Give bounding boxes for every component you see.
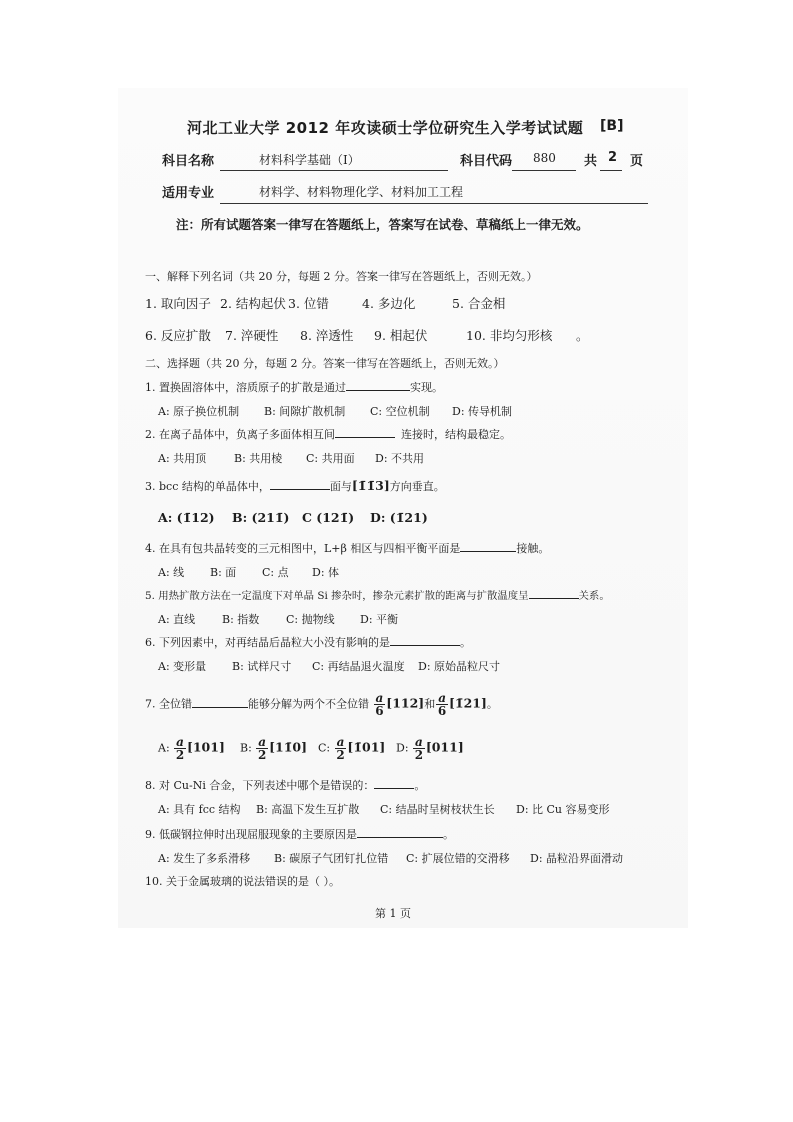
section1-heading: 一、解释下列名词（共 20 分，每题 2 分。答案一律写在答题纸上，否则无效。） xyxy=(145,270,538,283)
term-1: 1. 取向因子 xyxy=(145,296,211,311)
q5-option-a: A: 直线 xyxy=(158,613,196,626)
q5-blank xyxy=(529,588,579,599)
section2-heading: 二、选择题（共 20 分，每题 2 分。答案一律写在答题纸上，否则无效。） xyxy=(145,357,505,370)
q2-option-b: B: 共用棱 xyxy=(234,452,283,465)
page-number: 第 1 页 xyxy=(375,907,411,920)
q6-option-b: B: 试样尺寸 xyxy=(232,660,292,673)
pages-underline xyxy=(600,170,622,171)
code-underline xyxy=(512,170,576,171)
q7-option-b: B: $\frac{a}{2}$ [11̄0] xyxy=(240,735,307,762)
q6-blank xyxy=(390,635,460,646)
q8-blank xyxy=(374,778,414,789)
q8-stem: 8. 对 Cu-Ni 合金，下列表述中哪个是错误的： 。 xyxy=(145,779,426,792)
q3-option-a: A: (1̄12) xyxy=(158,510,215,525)
q1-option-c: C: 空位机制 xyxy=(370,405,430,418)
q3-option-b: B: (211̄) xyxy=(232,510,290,525)
q10-stem: 10. 关于金属玻璃的说法错误的是（ ）。 xyxy=(145,875,340,888)
q4-option-c: C: 点 xyxy=(262,566,289,579)
q4-option-a: A: 线 xyxy=(158,566,185,579)
q5-stem: 5. 用热扩散方法在一定温度下对单晶 Si 掺杂时，掺杂元素扩散的距离与扩散温度呈 关系。 xyxy=(145,590,610,602)
term-10: 10. 非均匀形核 xyxy=(466,328,553,343)
q3-stem: 3. bcc 结构的单晶体中， 面与[1̄1̄3]方向垂直。 xyxy=(145,478,445,493)
q8-option-c: C: 结晶时呈树枝状生长 xyxy=(380,803,495,816)
q3-option-d: D: (1̄21) xyxy=(370,510,428,525)
q3-option-c: C (121̄) xyxy=(302,510,355,525)
code-value: 880 xyxy=(533,151,556,165)
major-label: 适用专业 xyxy=(162,186,215,201)
q1-option-d: D: 传导机制 xyxy=(452,405,513,418)
q5-option-d: D: 平衡 xyxy=(360,613,399,626)
term-2: 2. 结构起伏 xyxy=(220,296,286,311)
q9-option-b: B: 碳原子气团钉扎位错 xyxy=(274,852,389,865)
q6-option-d: D: 原始晶粒尺寸 xyxy=(418,660,501,673)
q4-option-b: B: 面 xyxy=(210,566,237,579)
q1-option-a: A: 原子换位机制 xyxy=(158,405,240,418)
code-label: 科目代码 xyxy=(460,154,513,169)
q5-option-b: B: 指数 xyxy=(222,613,260,626)
major-value: 材料学、材料物理化学、材料加工工程 xyxy=(259,185,464,199)
pages-prefix: 共 xyxy=(584,154,598,169)
q6-stem: 6. 下列因素中，对再结晶后晶粒大小没有影响的是 。 xyxy=(145,636,471,649)
q8-option-a: A: 具有 fcc 结构 xyxy=(158,803,241,816)
q5-option-c: C: 抛物线 xyxy=(286,613,335,626)
q8-option-b: B: 高温下发生互扩散 xyxy=(256,803,360,816)
paper-code: [B] xyxy=(600,118,624,134)
subject-value: 材料科学基础（I） xyxy=(259,153,360,167)
exam-note: 注：所有试题答案一律写在答题纸上，答案写在试卷、草稿纸上一律无效。 xyxy=(176,217,589,232)
pages-value: 2 xyxy=(608,150,618,165)
q7-frac-2: $\frac{a}{6}$ xyxy=(437,691,447,718)
exam-title: 河北工业大学 2012 年攻读硕士学位研究生入学考试试题 xyxy=(187,119,584,137)
pages-suffix: 页 xyxy=(630,154,644,169)
q8-option-d: D: 比 Cu 容易变形 xyxy=(516,803,610,816)
term-4: 4. 多边化 xyxy=(362,296,416,311)
q1-option-b: B: 间隙扩散机制 xyxy=(264,405,346,418)
subject-label: 科目名称 xyxy=(162,154,215,169)
q3-blank xyxy=(270,479,330,490)
q9-stem: 9. 低碳钢拉伸时出现屈服现象的主要原因是 。 xyxy=(145,828,454,841)
q2-option-a: A: 共用顶 xyxy=(158,452,207,465)
q2-blank xyxy=(335,427,395,438)
q7-option-c: C: $\frac{a}{2}$ [1̄01] xyxy=(318,735,386,762)
q7-frac-1: $\frac{a}{6}$ xyxy=(375,691,384,718)
major-underline xyxy=(220,203,648,204)
term-row-end: 。 xyxy=(576,328,589,343)
q7-option-a: A: $\frac{a}{2}$ [101] xyxy=(158,735,225,762)
q2-option-c: C: 共用面 xyxy=(306,452,355,465)
q9-option-c: C: 扩展位错的交滑移 xyxy=(406,852,510,865)
q4-stem: 4. 在具有包共晶转变的三元相图中，L+β 相区与四相平衡平面是 接触。 xyxy=(145,542,550,555)
q9-option-a: A: 发生了多系滑移 xyxy=(158,852,251,865)
q9-blank xyxy=(357,827,443,838)
q1-blank xyxy=(346,380,410,391)
term-8: 8. 淬透性 xyxy=(300,328,354,343)
q7-option-d: D: $\frac{a}{2}$ [011] xyxy=(396,735,464,762)
term-3: 3. 位错 xyxy=(288,296,329,311)
q2-stem: 2. 在离子晶体中，负离子多面体相互间 连接时，结构最稳定。 xyxy=(145,428,511,441)
term-7: 7. 淬硬性 xyxy=(225,328,279,343)
subject-underline xyxy=(220,170,448,171)
q6-option-a: A: 变形量 xyxy=(158,660,207,673)
q4-blank xyxy=(460,541,516,552)
q7-stem: 7. 全位错 能够分解为两个不全位错 $\frac{a}{6}$ [112]和 $\frac{a}{6}$ [1̄21]。 xyxy=(145,691,498,718)
term-9: 9. 相起伏 xyxy=(374,328,428,343)
q4-option-d: D: 体 xyxy=(312,566,340,579)
q1-stem: 1. 置换固溶体中，溶质原子的扩散是通过 实现。 xyxy=(145,381,443,394)
q2-option-d: D: 不共用 xyxy=(375,452,425,465)
term-6: 6. 反应扩散 xyxy=(145,328,211,343)
q7-blank xyxy=(192,697,248,708)
term-5: 5. 合金相 xyxy=(452,296,506,311)
q6-option-c: C: 再结晶退火温度 xyxy=(312,660,405,673)
q9-option-d: D: 晶粒沿界面滑动 xyxy=(530,852,624,865)
